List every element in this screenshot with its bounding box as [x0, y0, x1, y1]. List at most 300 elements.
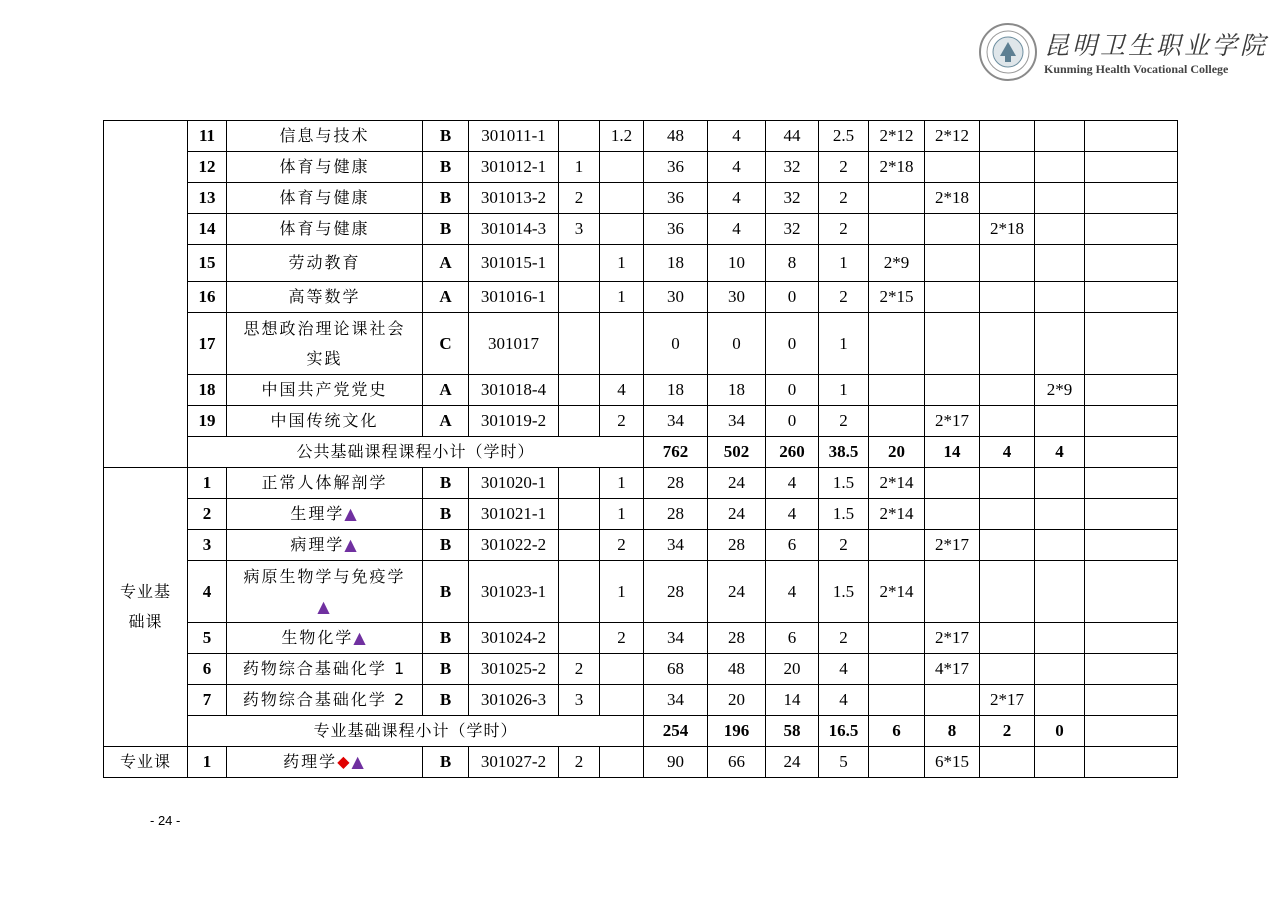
course-name: 中国传统文化 — [227, 406, 423, 437]
table-row — [104, 183, 1178, 214]
check-semester: 1.2 — [600, 121, 644, 152]
remarks — [1085, 406, 1178, 437]
course-code: 301015-1 — [469, 245, 559, 282]
course-name-line1: 病原生物学与免疫学 — [243, 566, 406, 586]
practice-hours: 0 — [766, 375, 819, 406]
total-hours: 36 — [644, 152, 708, 183]
course-type: B — [423, 685, 469, 716]
semester-3 — [980, 499, 1035, 530]
remarks — [1085, 654, 1178, 685]
semester-3 — [980, 313, 1035, 375]
semester-1: 2*12 — [869, 121, 925, 152]
exam-semester — [559, 468, 600, 499]
subtotal-semester-1: 20 — [869, 437, 925, 468]
course-type: B — [423, 499, 469, 530]
practice-hours: 6 — [766, 623, 819, 654]
semester-2: 2*17 — [925, 623, 980, 654]
total-hours: 0 — [644, 313, 708, 375]
semester-3 — [980, 530, 1035, 561]
total-hours: 18 — [644, 245, 708, 282]
theory-hours: 30 — [708, 282, 766, 313]
semester-3 — [980, 282, 1035, 313]
check-semester: 1 — [600, 561, 644, 623]
practice-hours: 24 — [766, 747, 819, 778]
semester-4 — [1035, 406, 1085, 437]
practice-hours: 8 — [766, 245, 819, 282]
course-name: 体育与健康 — [227, 183, 423, 214]
subtotal-practice-hours: 260 — [766, 437, 819, 468]
semester-4 — [1035, 121, 1085, 152]
check-semester — [600, 214, 644, 245]
core-course-triangle-icon: ▲ — [353, 628, 368, 647]
course-code: 301019-2 — [469, 406, 559, 437]
semester-2 — [925, 375, 980, 406]
row-number: 7 — [188, 685, 227, 716]
practice-hours: 4 — [766, 468, 819, 499]
remarks — [1085, 747, 1178, 778]
subtotal-semester-3: 2 — [980, 716, 1035, 747]
course-code: 301027-2 — [469, 747, 559, 778]
course-type: A — [423, 406, 469, 437]
theory-hours: 4 — [708, 152, 766, 183]
credits: 1.5 — [819, 499, 869, 530]
subtotal-semester-3: 4 — [980, 437, 1035, 468]
table-row — [104, 561, 1178, 623]
practice-hours: 14 — [766, 685, 819, 716]
course-type: B — [423, 623, 469, 654]
semester-3 — [980, 406, 1035, 437]
credits: 4 — [819, 654, 869, 685]
exam-semester — [559, 499, 600, 530]
exam-semester — [559, 406, 600, 437]
course-type: B — [423, 530, 469, 561]
course-name: 药物综合基础化学 1 — [227, 654, 423, 685]
exam-semester — [559, 530, 600, 561]
total-hours: 28 — [644, 499, 708, 530]
theory-hours: 24 — [708, 499, 766, 530]
exam-semester: 3 — [559, 214, 600, 245]
core-course-triangle-icon: ▲ — [317, 596, 332, 616]
subtotal-practice-hours: 58 — [766, 716, 819, 747]
category-label-line1: 专业基 — [119, 582, 171, 601]
course-name-text: 病理学 — [290, 535, 345, 554]
credits: 1 — [819, 245, 869, 282]
semester-2 — [925, 245, 980, 282]
core-course-triangle-icon: ▲ — [351, 752, 366, 771]
theory-hours: 18 — [708, 375, 766, 406]
row-number: 19 — [188, 406, 227, 437]
subtotal-credits: 38.5 — [819, 437, 869, 468]
credits: 5 — [819, 747, 869, 778]
row-number: 5 — [188, 623, 227, 654]
remarks — [1085, 375, 1178, 406]
semester-1 — [869, 183, 925, 214]
credits: 4 — [819, 685, 869, 716]
semester-4 — [1035, 530, 1085, 561]
row-number: 2 — [188, 499, 227, 530]
theory-hours: 34 — [708, 406, 766, 437]
course-type: B — [423, 214, 469, 245]
practice-hours: 32 — [766, 214, 819, 245]
course-name: 信息与技术 — [227, 121, 423, 152]
semester-2 — [925, 561, 980, 623]
exam-semester: 2 — [559, 747, 600, 778]
course-name: 高等数学 — [227, 282, 423, 313]
theory-hours: 0 — [708, 313, 766, 375]
course-type: A — [423, 282, 469, 313]
semester-2 — [925, 685, 980, 716]
total-hours: 34 — [644, 406, 708, 437]
table-row — [104, 406, 1178, 437]
semester-2 — [925, 468, 980, 499]
semester-4: 2*9 — [1035, 375, 1085, 406]
semester-1: 2*14 — [869, 561, 925, 623]
course-type: B — [423, 121, 469, 152]
category-cell-basic — [104, 468, 188, 747]
core-course-triangle-icon: ▲ — [344, 535, 359, 554]
practice-hours: 4 — [766, 561, 819, 623]
check-semester: 1 — [600, 499, 644, 530]
check-semester — [600, 152, 644, 183]
row-number: 3 — [188, 530, 227, 561]
course-code: 301011-1 — [469, 121, 559, 152]
semester-3: 2*18 — [980, 214, 1035, 245]
course-name — [227, 623, 423, 654]
row-number: 14 — [188, 214, 227, 245]
table-row — [104, 152, 1178, 183]
table-row — [104, 375, 1178, 406]
semester-2: 2*18 — [925, 183, 980, 214]
semester-4 — [1035, 747, 1085, 778]
course-name — [227, 561, 423, 623]
course-code: 301020-1 — [469, 468, 559, 499]
semester-1: 2*14 — [869, 468, 925, 499]
semester-3 — [980, 561, 1035, 623]
subtotal-semester-4: 4 — [1035, 437, 1085, 468]
practice-hours: 0 — [766, 406, 819, 437]
theory-hours: 20 — [708, 685, 766, 716]
table-row — [104, 747, 1178, 778]
exam-semester — [559, 375, 600, 406]
subtotal-credits: 16.5 — [819, 716, 869, 747]
theory-hours: 4 — [708, 183, 766, 214]
check-semester — [600, 685, 644, 716]
semester-4 — [1035, 623, 1085, 654]
course-code: 301014-3 — [469, 214, 559, 245]
check-semester: 1 — [600, 468, 644, 499]
row-number: 1 — [188, 747, 227, 778]
semester-3 — [980, 654, 1035, 685]
semester-2 — [925, 282, 980, 313]
check-semester: 1 — [600, 282, 644, 313]
exam-semester — [559, 623, 600, 654]
semester-3 — [980, 245, 1035, 282]
semester-3 — [980, 747, 1035, 778]
course-code: 301025-2 — [469, 654, 559, 685]
course-name: 药物综合基础化学 2 — [227, 685, 423, 716]
course-code: 301023-1 — [469, 561, 559, 623]
semester-3 — [980, 623, 1035, 654]
remarks — [1085, 121, 1178, 152]
course-name — [227, 530, 423, 561]
semester-1 — [869, 530, 925, 561]
diamond-icon: ◆ — [337, 752, 352, 771]
remarks — [1085, 214, 1178, 245]
exam-semester — [559, 245, 600, 282]
remarks — [1085, 152, 1178, 183]
credits: 2 — [819, 406, 869, 437]
category-label-line2: 础课 — [128, 612, 163, 631]
credits: 1 — [819, 313, 869, 375]
college-name-en: Kunming Health Vocational College — [1044, 62, 1229, 76]
practice-hours: 4 — [766, 499, 819, 530]
course-name: 中国共产党党史 — [227, 375, 423, 406]
semester-1: 2*14 — [869, 499, 925, 530]
semester-2 — [925, 214, 980, 245]
table-row — [104, 282, 1178, 313]
table-row — [104, 313, 1178, 375]
credits: 2.5 — [819, 121, 869, 152]
semester-3 — [980, 468, 1035, 499]
course-type: B — [423, 468, 469, 499]
semester-3 — [980, 121, 1035, 152]
subtotal-semester-2: 8 — [925, 716, 980, 747]
credits: 2 — [819, 530, 869, 561]
course-type: C — [423, 313, 469, 375]
course-name: 体育与健康 — [227, 214, 423, 245]
total-hours: 30 — [644, 282, 708, 313]
remarks — [1085, 282, 1178, 313]
table-row — [104, 685, 1178, 716]
credits: 1.5 — [819, 468, 869, 499]
exam-semester — [559, 561, 600, 623]
practice-hours: 0 — [766, 282, 819, 313]
table-row — [104, 623, 1178, 654]
semester-2 — [925, 313, 980, 375]
course-code: 301012-1 — [469, 152, 559, 183]
subtotal-semester-4: 0 — [1035, 716, 1085, 747]
practice-hours: 0 — [766, 313, 819, 375]
course-code: 301013-2 — [469, 183, 559, 214]
remarks — [1085, 313, 1178, 375]
credits: 2 — [819, 214, 869, 245]
remarks — [1085, 437, 1178, 468]
semester-4 — [1035, 313, 1085, 375]
semester-1 — [869, 313, 925, 375]
semester-1 — [869, 406, 925, 437]
subtotal-label: 专业基础课程小计（学时） — [188, 716, 644, 747]
semester-4 — [1035, 499, 1085, 530]
course-type: B — [423, 561, 469, 623]
row-number: 11 — [188, 121, 227, 152]
semester-4 — [1035, 468, 1085, 499]
course-name — [227, 499, 423, 530]
subtotal-theory-hours: 502 — [708, 437, 766, 468]
credits: 1.5 — [819, 561, 869, 623]
subtotal-theory-hours: 196 — [708, 716, 766, 747]
course-code: 301016-1 — [469, 282, 559, 313]
exam-semester: 3 — [559, 685, 600, 716]
theory-hours: 24 — [708, 561, 766, 623]
practice-hours: 20 — [766, 654, 819, 685]
course-name — [227, 747, 423, 778]
semester-4 — [1035, 561, 1085, 623]
total-hours: 28 — [644, 561, 708, 623]
row-number: 16 — [188, 282, 227, 313]
semester-2: 2*17 — [925, 530, 980, 561]
remarks — [1085, 499, 1178, 530]
check-semester — [600, 313, 644, 375]
row-number: 13 — [188, 183, 227, 214]
semester-1: 2*9 — [869, 245, 925, 282]
course-type: B — [423, 152, 469, 183]
course-code: 301017 — [469, 313, 559, 375]
course-name: 正常人体解剖学 — [227, 468, 423, 499]
semester-2 — [925, 499, 980, 530]
practice-hours: 44 — [766, 121, 819, 152]
check-semester — [600, 747, 644, 778]
semester-4 — [1035, 214, 1085, 245]
semester-4 — [1035, 152, 1085, 183]
semester-3 — [980, 152, 1035, 183]
category-cell-public — [104, 121, 188, 468]
remarks — [1085, 685, 1178, 716]
subtotal-total-hours: 762 — [644, 437, 708, 468]
exam-semester — [559, 121, 600, 152]
check-semester — [600, 183, 644, 214]
credits: 2 — [819, 152, 869, 183]
course-name: 体育与健康 — [227, 152, 423, 183]
semester-2: 2*12 — [925, 121, 980, 152]
course-code: 301026-3 — [469, 685, 559, 716]
semester-1 — [869, 654, 925, 685]
subtotal-label: 公共基础课程课程小计（学时） — [188, 437, 644, 468]
total-hours: 90 — [644, 747, 708, 778]
course-type: B — [423, 654, 469, 685]
credits: 1 — [819, 375, 869, 406]
row-number: 6 — [188, 654, 227, 685]
total-hours: 48 — [644, 121, 708, 152]
subtotal-row — [104, 716, 1178, 747]
college-logo — [978, 22, 1038, 82]
theory-hours: 24 — [708, 468, 766, 499]
exam-semester — [559, 313, 600, 375]
semester-1 — [869, 747, 925, 778]
course-name-text: 药理学 — [283, 752, 338, 771]
semester-2: 2*17 — [925, 406, 980, 437]
table-row — [104, 654, 1178, 685]
theory-hours: 10 — [708, 245, 766, 282]
semester-2 — [925, 152, 980, 183]
course-code: 301022-2 — [469, 530, 559, 561]
table-row — [104, 499, 1178, 530]
check-semester: 4 — [600, 375, 644, 406]
course-type: A — [423, 245, 469, 282]
semester-2: 6*15 — [925, 747, 980, 778]
practice-hours: 6 — [766, 530, 819, 561]
practice-hours: 32 — [766, 183, 819, 214]
table-row — [104, 245, 1178, 282]
course-type: A — [423, 375, 469, 406]
total-hours: 34 — [644, 623, 708, 654]
row-number: 15 — [188, 245, 227, 282]
course-name-line1: 思想政治理论课社会 — [243, 318, 406, 338]
course-name — [227, 313, 423, 375]
course-code: 301024-2 — [469, 623, 559, 654]
total-hours: 34 — [644, 530, 708, 561]
total-hours: 36 — [644, 214, 708, 245]
semester-1 — [869, 375, 925, 406]
row-number: 4 — [188, 561, 227, 623]
total-hours: 18 — [644, 375, 708, 406]
row-number: 17 — [188, 313, 227, 375]
semester-4 — [1035, 183, 1085, 214]
remarks — [1085, 623, 1178, 654]
semester-1 — [869, 623, 925, 654]
check-semester: 1 — [600, 245, 644, 282]
remarks — [1085, 716, 1178, 747]
semester-1 — [869, 685, 925, 716]
semester-1: 2*15 — [869, 282, 925, 313]
category-cell-major: 专业课 — [104, 747, 188, 778]
table-row — [104, 214, 1178, 245]
course-code: 301018-4 — [469, 375, 559, 406]
subtotal-semester-2: 14 — [925, 437, 980, 468]
remarks — [1085, 245, 1178, 282]
course-name-text: 生理学 — [290, 504, 345, 523]
theory-hours: 66 — [708, 747, 766, 778]
check-semester: 2 — [600, 530, 644, 561]
remarks — [1085, 530, 1178, 561]
remarks — [1085, 468, 1178, 499]
total-hours: 34 — [644, 685, 708, 716]
theory-hours: 4 — [708, 214, 766, 245]
table-row — [104, 121, 1178, 152]
semester-2: 4*17 — [925, 654, 980, 685]
course-code: 301021-1 — [469, 499, 559, 530]
theory-hours: 28 — [708, 623, 766, 654]
total-hours: 36 — [644, 183, 708, 214]
row-number: 1 — [188, 468, 227, 499]
table-row — [104, 530, 1178, 561]
check-semester: 2 — [600, 623, 644, 654]
exam-semester: 2 — [559, 183, 600, 214]
semester-1 — [869, 214, 925, 245]
total-hours: 68 — [644, 654, 708, 685]
course-name: 劳动教育 — [227, 245, 423, 282]
credits: 2 — [819, 282, 869, 313]
course-type: B — [423, 747, 469, 778]
semester-4 — [1035, 245, 1085, 282]
check-semester: 2 — [600, 406, 644, 437]
exam-semester: 2 — [559, 654, 600, 685]
table-row — [104, 468, 1178, 499]
semester-3 — [980, 375, 1035, 406]
theory-hours: 48 — [708, 654, 766, 685]
exam-semester: 1 — [559, 152, 600, 183]
curriculum-table — [103, 120, 1178, 778]
theory-hours: 28 — [708, 530, 766, 561]
exam-semester — [559, 282, 600, 313]
semester-4 — [1035, 685, 1085, 716]
semester-3 — [980, 183, 1035, 214]
page-number: - 24 - — [150, 813, 181, 828]
course-name-line2: 实践 — [306, 348, 343, 368]
row-number: 18 — [188, 375, 227, 406]
remarks — [1085, 561, 1178, 623]
course-name-text: 生物化学 — [281, 628, 354, 647]
check-semester — [600, 654, 644, 685]
